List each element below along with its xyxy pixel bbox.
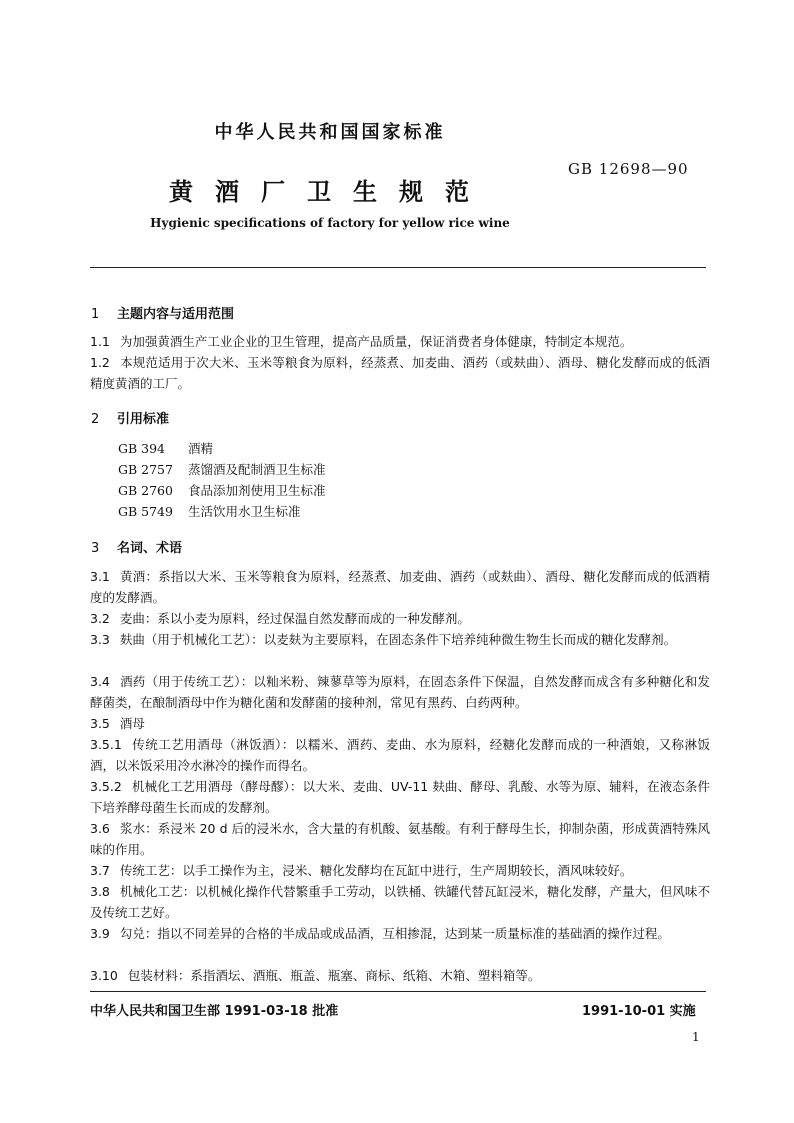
implementation-date: 1991-10-01 实施 bbox=[582, 1004, 696, 1019]
national-standard-title: 中华人民共和国国家标准 bbox=[214, 122, 446, 143]
reference-name: 酒精 bbox=[188, 441, 214, 456]
reference-item bbox=[118, 439, 213, 457]
reference-item bbox=[118, 481, 326, 499]
section-title: 主题内容与适用范围 bbox=[117, 307, 235, 322]
clause-3-10 bbox=[90, 965, 710, 986]
section-number: 1 bbox=[91, 307, 100, 322]
section-1-heading bbox=[91, 303, 234, 322]
clause-3-2 bbox=[90, 608, 710, 629]
reference-code: GB 2760 bbox=[118, 483, 173, 498]
standard-number: GB 12698—90 bbox=[568, 160, 689, 178]
clause-text: 麦曲：系以小麦为原料，经过保温自然发酵而成的一种发酵剂。 bbox=[119, 611, 470, 626]
clause-number: 1.1 bbox=[90, 334, 110, 349]
clause-number: 3.7 bbox=[90, 863, 110, 878]
reference-item bbox=[118, 502, 301, 520]
section-number: 3 bbox=[91, 541, 100, 556]
clause-text: 浆水：系浸米 20 d 后的浸米水，含大量的有机酸、氨基酸。有利于酵母生长，抑制杂菌，形成黄酒特殊风味的作用。 bbox=[90, 821, 710, 857]
clause-text: 传统工艺：以手工操作为主，浸米、糖化发酵均在瓦缸中进行，生产周期较长，酒风味较好。 bbox=[119, 863, 633, 878]
clause-3-5 bbox=[90, 713, 710, 734]
reference-code: GB 5749 bbox=[118, 504, 173, 519]
clause-1-1 bbox=[90, 331, 710, 352]
clause-text: 酒药（用于传统工艺）：以籼米粉、辣蓼草等为原料，在固态条件下保温，自然发酵而成含有多种糖化和发酵菌类，在酿制酒母中作为糖化菌和发酵菌的接种剂，常见有黑药、白药两种。 bbox=[90, 674, 710, 710]
clause-3-5-2 bbox=[90, 776, 710, 818]
clause-number: 3.10 bbox=[90, 968, 118, 983]
section-number: 2 bbox=[91, 412, 100, 427]
clause-number: 3.4 bbox=[90, 674, 110, 689]
clause-3-8 bbox=[90, 881, 710, 923]
clause-number: 3.1 bbox=[90, 569, 110, 584]
section-3-heading bbox=[91, 537, 182, 556]
approval-line: 中华人民共和国卫生部 1991-03-18 批准 bbox=[90, 1004, 339, 1019]
section-title: 名词、术语 bbox=[117, 541, 183, 556]
clause-number: 3.2 bbox=[90, 611, 110, 626]
clause-text: 机械化工艺用酒母（酵母醪）：以大米、麦曲、UV-11 麸曲、酵母、乳酸、水等为原、辅料，在液态条件下培养酵母菌生长而成的发酵剂。 bbox=[90, 779, 710, 815]
clause-text: 为加强黄酒生产工业企业的卫生管理，提高产品质量，保证消费者身体健康，特制定本规范。 bbox=[119, 334, 633, 349]
clause-number: 1.2 bbox=[90, 355, 110, 370]
clause-text: 酒母 bbox=[119, 716, 145, 731]
page-number: 1 bbox=[692, 1030, 700, 1044]
reference-code: GB 2757 bbox=[118, 462, 173, 477]
clause-3-9 bbox=[90, 923, 710, 944]
header-divider bbox=[90, 267, 706, 268]
clause-text: 包装材料：系指酒坛、酒瓶、瓶盖、瓶塞、商标、纸箱、木箱、塑料箱等。 bbox=[127, 968, 541, 983]
english-title: Hygienic specifications of factory for yellow rice wine bbox=[150, 216, 510, 230]
clause-text: 勾兑：指以不同差异的合格的半成品或成品酒，互相掺混，达到某一质量标准的基础酒的操作过程。 bbox=[119, 926, 670, 941]
section-title: 引用标准 bbox=[117, 412, 170, 427]
clause-number: 3.5 bbox=[90, 716, 110, 731]
clause-text: 麸曲（用于机械化工艺）：以麦麸为主要原料，在固态条件下培养纯种微生物生长而成的糖化发酵剂。 bbox=[119, 632, 677, 647]
clause-3-6 bbox=[90, 818, 710, 860]
clause-3-7 bbox=[90, 860, 710, 881]
clause-text: 本规范适用于次大米、玉米等粮食为原料，经蒸煮、加麦曲、酒药（或麸曲）、酒母、糖化发酵而成的低酒精度黄酒的工厂。 bbox=[90, 355, 710, 391]
clause-number: 3.5.1 bbox=[90, 737, 122, 752]
clause-3-3 bbox=[90, 629, 710, 650]
section-2-heading bbox=[91, 408, 169, 427]
reference-code: GB 394 bbox=[118, 441, 166, 456]
clause-text: 黄酒：系指以大米、玉米等粮食为原料，经蒸煮、加麦曲、酒药（或麸曲）、酒母、糖化发酵而成的低酒精度的发酵酒。 bbox=[90, 569, 710, 605]
footer-divider bbox=[90, 991, 706, 992]
clause-1-2 bbox=[90, 352, 710, 394]
clause-3-5-1 bbox=[90, 734, 710, 776]
clause-number: 3.8 bbox=[90, 884, 110, 899]
clause-number: 3.5.2 bbox=[90, 779, 122, 794]
clause-text: 机械化工艺：以机械化操作代替繁重手工劳动，以铁桶、铁罐代替瓦缸浸米，糖化发酵，产量大，但风味不及传统工艺好。 bbox=[90, 884, 710, 920]
clause-number: 3.3 bbox=[90, 632, 110, 647]
document-title: 黄酒厂卫生规范 bbox=[169, 178, 491, 206]
reference-name: 蒸馏酒及配制酒卫生标准 bbox=[188, 462, 326, 477]
clause-3-4 bbox=[90, 671, 710, 713]
clause-3-1 bbox=[90, 566, 710, 608]
clause-text: 传统工艺用酒母（淋饭酒）：以糯米、酒药、麦曲、水为原料，经糖化发酵而成的一种酒娘，又称淋饭酒，以米饭采用冷水淋冷的操作而得名。 bbox=[90, 737, 710, 773]
clause-number: 3.6 bbox=[90, 821, 110, 836]
reference-item bbox=[118, 460, 326, 478]
reference-name: 食品添加剂使用卫生标准 bbox=[188, 483, 326, 498]
reference-name: 生活饮用水卫生标准 bbox=[188, 504, 301, 519]
clause-number: 3.9 bbox=[90, 926, 110, 941]
